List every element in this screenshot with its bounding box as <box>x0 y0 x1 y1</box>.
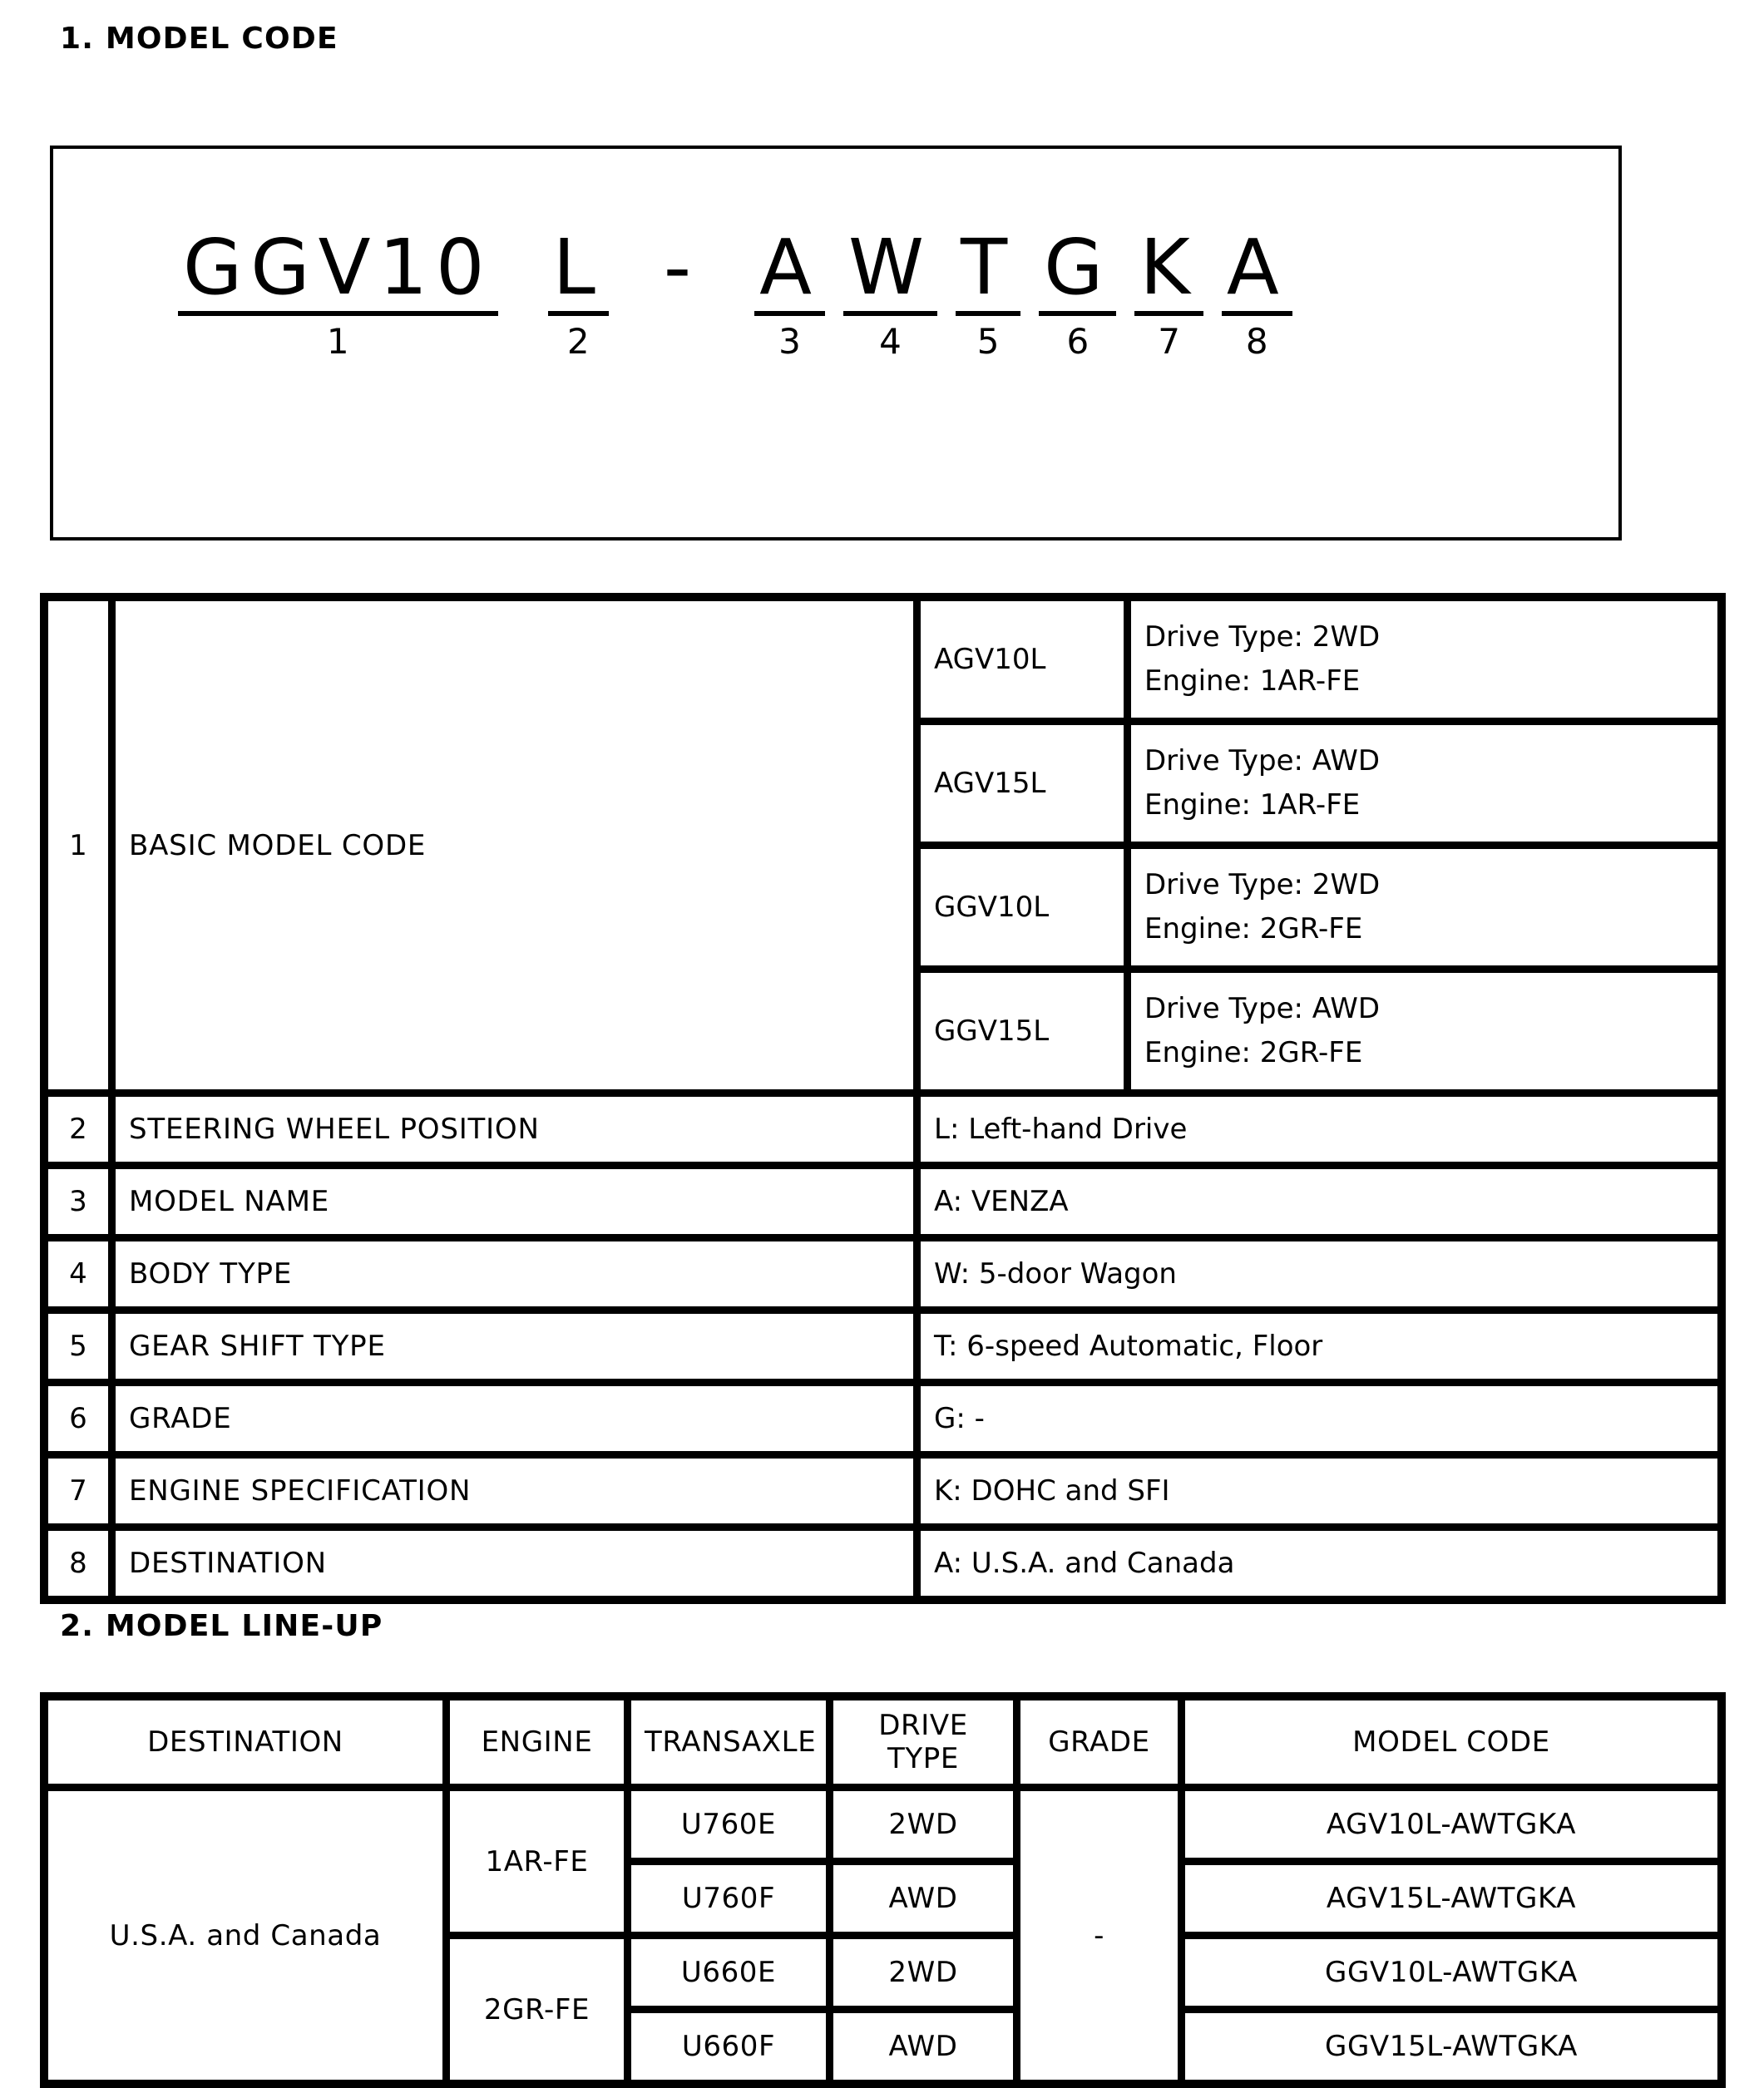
row-number: 3 <box>46 1167 111 1237</box>
row-description: GRADE <box>113 1384 916 1454</box>
cell-destination: U.S.A. and Canada <box>46 1789 445 2082</box>
cell-model-code: GGV10L-AWTGKA <box>1183 1937 1720 2008</box>
table-row <box>46 1167 1720 1237</box>
cell-engine: 1AR-FE <box>447 1789 626 1934</box>
column-header-engine: ENGINE <box>447 1698 626 1786</box>
variant-engine: Engine: 2GR-FE <box>1144 912 1363 945</box>
row-number: 4 <box>46 1239 111 1309</box>
row-number: 7 <box>46 1456 111 1526</box>
variant-drive-type: Drive Type: AWD <box>1144 744 1381 778</box>
cell-drive-type: 2WD <box>831 1789 1015 1860</box>
variant-code: GGV10L <box>918 847 1126 968</box>
row-value: W: 5-door Wagon <box>918 1239 1720 1309</box>
code-segment-2 <box>548 223 609 363</box>
row-number: 1 <box>46 599 111 1092</box>
table-row <box>46 1528 1720 1598</box>
row-description: ENGINE SPECIFICATION <box>113 1456 916 1526</box>
variant-code: AGV10L <box>918 599 1126 720</box>
variant-engine: Engine: 2GR-FE <box>1144 1036 1363 1069</box>
model-code-breakdown-table <box>40 593 1726 1604</box>
table-row <box>46 1311 1720 1381</box>
table-row <box>46 1239 1720 1309</box>
variant-detail <box>1129 970 1720 1092</box>
table-header-row <box>46 1698 1720 1786</box>
table-row <box>46 1094 1720 1164</box>
code-segment-6 <box>1039 223 1116 363</box>
code-segment-5 <box>956 223 1020 363</box>
variant-code: AGV15L <box>918 723 1126 844</box>
variant-detail <box>1129 723 1720 844</box>
cell-transaxle: U760F <box>629 1863 828 1934</box>
code-segment-hyphen <box>659 223 704 363</box>
cell-drive-type: AWD <box>831 2011 1015 2082</box>
code-segment-8 <box>1222 223 1292 363</box>
code-index-1: 1 <box>326 321 349 362</box>
code-index-7: 7 <box>1158 321 1180 362</box>
table-row <box>46 1456 1720 1526</box>
code-glyph-8: A <box>1222 228 1292 316</box>
row-value: T: 6-speed Automatic, Floor <box>918 1311 1720 1381</box>
cell-grade: - <box>1018 1789 1180 2082</box>
cell-transaxle: U760E <box>629 1789 828 1860</box>
row-number: 6 <box>46 1384 111 1454</box>
row-description: MODEL NAME <box>113 1167 916 1237</box>
row-value: A: VENZA <box>918 1167 1720 1237</box>
code-segment-7 <box>1134 223 1203 363</box>
code-glyph-4: W <box>843 228 937 316</box>
variant-detail <box>1129 847 1720 968</box>
table-row <box>46 1384 1720 1454</box>
cell-model-code: AGV10L-AWTGKA <box>1183 1789 1720 1860</box>
column-header-destination: DESTINATION <box>46 1698 445 1786</box>
code-glyph-7: K <box>1134 228 1203 316</box>
cell-transaxle: U660E <box>629 1937 828 2008</box>
row-description: STEERING WHEEL POSITION <box>113 1094 916 1164</box>
code-glyph-2: L <box>548 228 609 316</box>
variant-code: GGV15L <box>918 970 1126 1092</box>
model-code-figure <box>178 223 1314 363</box>
code-index-3: 3 <box>778 321 801 362</box>
column-header-grade: GRADE <box>1018 1698 1180 1786</box>
row-number: 5 <box>46 1311 111 1381</box>
cell-engine: 2GR-FE <box>447 1937 626 2082</box>
variant-engine: Engine: 1AR-FE <box>1144 788 1361 822</box>
column-header-drive-type: DRIVE TYPE <box>831 1698 1015 1786</box>
row-value: K: DOHC and SFI <box>918 1456 1720 1526</box>
code-glyph-3: A <box>754 228 825 316</box>
row-description: GEAR SHIFT TYPE <box>113 1311 916 1381</box>
code-index-5: 5 <box>976 321 1000 362</box>
column-header-model-code: MODEL CODE <box>1183 1698 1720 1786</box>
variant-engine: Engine: 1AR-FE <box>1144 664 1361 698</box>
table-row <box>46 599 1720 720</box>
cell-drive-type: 2WD <box>831 1937 1015 2008</box>
code-index-4: 4 <box>879 321 902 362</box>
row-description: BODY TYPE <box>113 1239 916 1309</box>
code-index-8: 8 <box>1245 321 1268 362</box>
code-segment-4 <box>843 223 937 363</box>
code-index-2: 2 <box>566 321 590 362</box>
code-glyph-5: T <box>956 228 1020 316</box>
model-code-diagram-box <box>50 146 1622 541</box>
variant-drive-type: Drive Type: 2WD <box>1144 868 1381 902</box>
row-value: L: Left-hand Drive <box>918 1094 1720 1164</box>
row-description: DESTINATION <box>113 1528 916 1598</box>
cell-drive-type: AWD <box>831 1863 1015 1934</box>
code-glyph-6: G <box>1039 228 1116 316</box>
variant-drive-type: Drive Type: AWD <box>1144 992 1381 1026</box>
column-header-transaxle: TRANSAXLE <box>629 1698 828 1786</box>
cell-model-code: GGV15L-AWTGKA <box>1183 2011 1720 2082</box>
section-heading-model-lineup: 2. MODEL LINE-UP <box>60 1609 383 1643</box>
table-row <box>46 1789 1720 1860</box>
code-segment-1 <box>178 223 498 363</box>
code-segment-3 <box>754 223 825 363</box>
variant-drive-type: Drive Type: 2WD <box>1144 620 1381 654</box>
row-value: A: U.S.A. and Canada <box>918 1528 1720 1598</box>
model-lineup-table <box>40 1692 1726 2088</box>
code-index-6: 6 <box>1066 321 1090 362</box>
row-number: 2 <box>46 1094 111 1164</box>
row-number: 8 <box>46 1528 111 1598</box>
variant-detail <box>1129 599 1720 720</box>
cell-transaxle: U660F <box>629 2011 828 2082</box>
cell-model-code: AGV15L-AWTGKA <box>1183 1863 1720 1934</box>
code-glyph-1: GGV10 <box>178 228 498 316</box>
row-value: G: - <box>918 1384 1720 1454</box>
section-heading-model-code: 1. MODEL CODE <box>60 22 338 56</box>
row-description: BASIC MODEL CODE <box>113 599 916 1092</box>
code-glyph-hyphen: - <box>663 223 700 312</box>
